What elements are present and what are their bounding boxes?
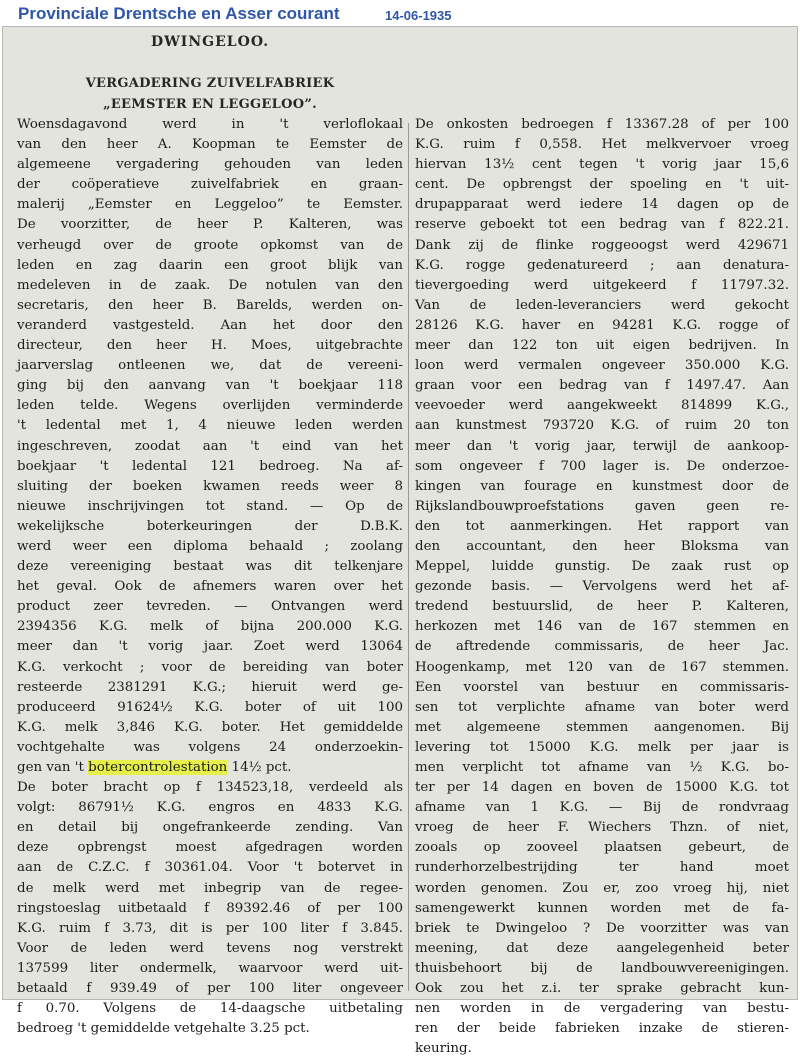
text-line: De boter bracht op f 134523,18, verdeeld als [17, 780, 403, 796]
text-line: f 0.70. Volgens de 14-daagsche uitbetaling [17, 1001, 403, 1017]
text-line: jaarverslag ontleenen we, dat de vereeni- [17, 358, 403, 374]
text-line: vroeg de heer F. Wiechers Thzn. of niet, [415, 820, 789, 836]
text-line: som ongeveer f 700 lager is. De onderzoe- [415, 458, 789, 474]
text-line: boekjaar 't ledental 121 bedroeg. Na af- [17, 458, 403, 474]
text-line: De onkosten bedroegen f 13367.28 of per 100 [415, 117, 789, 132]
text-line: Woensdagavond werd in 't verloflokaal [17, 117, 403, 132]
text-line: runderhorzelbestrijding ter hand moet [415, 860, 789, 876]
text-line: resteerde 2381291 K.G.; hieruit werd ge- [17, 679, 403, 695]
text-line: K.G. ruim f 0,558. Het melkvervoer vroeg [415, 137, 789, 153]
article-title-line: VERGADERING ZUIVELFABRIEK [85, 76, 335, 91]
text-line: hiervan 13½ cent tegen 't vorig jaar 15,6 [415, 157, 789, 173]
text-line: ingeschreven, zoodat aan 't eind van het [17, 438, 403, 454]
text-line [17, 758, 403, 778]
text-line: zooals op zooveel plaatsen gebeurt, de [415, 840, 789, 856]
text-line: wekelijksche boterkeuringen der D.B.K. [17, 518, 403, 534]
text-line: medeleven in de zaak. De notulen van den [17, 277, 403, 293]
left-column [17, 27, 403, 1037]
text-line: 2394356 K.G. melk of bijna 200.000 K.G. [17, 619, 403, 635]
text-line: Hoogenkamp, met 120 van de 167 stemmen. [415, 659, 789, 675]
text-line: veevoeder werd aangekweekt 814899 K.G., [415, 398, 789, 414]
text-line: De voorzitter, de heer P. Kalteren, was [17, 217, 403, 233]
text-line: directeur, den heer H. Moes, uitgebrachte [17, 338, 403, 354]
text-line: meer dan 't vorig jaar. Zoet werd 13064 [17, 639, 403, 655]
article-title [17, 73, 403, 115]
text-line: worden genomen. Zou er, zoo vroeg hij, niet [415, 880, 789, 896]
text-line: deze opbrengst moest afgedragen worden [17, 840, 403, 856]
highlighted-term: botercontrolestation [88, 760, 228, 775]
text-line: produceerd 91624½ K.G. boter of uit 100 [17, 699, 403, 715]
text-line: gezonde basis. — Vervolgens werd het af- [415, 579, 789, 595]
text-line: herkozen met 146 van de 167 stemmen en [415, 619, 789, 635]
newspaper-clipping [2, 26, 798, 1057]
text-fragment: gen van 't [17, 760, 89, 775]
text-line: secretaris, den heer B. Barelds, werden on- [17, 297, 403, 313]
text-line: volgt: 86791½ K.G. engros en 4833 K.G. [17, 800, 403, 816]
text-line: veranderd vastgesteld. Aan het door den [17, 317, 403, 333]
place-heading: DWINGELOO. [150, 34, 270, 50]
text-line: met algemeene stemmen aangenomen. Bij [415, 719, 789, 735]
text-line: afname van 1 K.G. — Bij de rondvraag [415, 800, 789, 816]
text-line: K.G. ruim f 3.73, dit is per 100 liter f 3.845. [17, 920, 403, 936]
article-body-left [17, 115, 403, 1039]
text-line: ringstoeslag uitbetaald f 89392.46 of per 100 [17, 900, 403, 916]
text-line: leden en zag daarin een groot blijk van [17, 257, 403, 273]
text-line: de melk werd met inbegrip van de regee- [17, 880, 403, 896]
text-line: 28126 K.G. haver en 94281 K.G. rogge of [415, 317, 789, 333]
text-line: levering tot 15000 K.G. melk per jaar is [415, 739, 789, 755]
text-line: briek te Dwingeloo ? De voorzitter was van [415, 920, 789, 936]
text-line: den accountant, den heer Bloksma van [415, 538, 789, 554]
text-line: van den heer A. Koopman te Eemster de [17, 137, 403, 153]
text-line: product zeer tevreden. — Ontvangen werd [17, 599, 403, 615]
text-line: loon werd vermalen ongeveer 350.000 K.G. [415, 358, 789, 374]
text-line: aan de C.Z.C. f 30361.04. Voor 't botervet in [17, 860, 403, 876]
text-line: sluiting der boeken kwamen reeds weer 8 [17, 478, 403, 494]
text-line: graan voor een bedrag van f 1497.47. Aan [415, 378, 789, 394]
text-line: nen worden in de vergadering van bestu- [415, 1001, 789, 1017]
text-line: leden telde. Wegens overlijden verminderde [17, 398, 403, 414]
text-line: 't ledental met 1, 4 nieuwe leden werden [17, 418, 403, 434]
text-line: verheugd over de groote opkomst van de [17, 237, 403, 253]
text-line: K.G. rogge gedenatureerd ; aan denatura- [415, 257, 789, 273]
text-line: der coöperatieve zuivelfabriek en graan- [17, 177, 403, 193]
text-line: aan kunstmest 793720 K.G. of ruim 20 ton [415, 418, 789, 434]
text-line: meening, dat deze aangelegenheid beter [415, 940, 789, 956]
text-line: ging bij den aanvang van 't boekjaar 118 [17, 378, 403, 394]
article-body-right [415, 115, 789, 1059]
text-line: het geval. Ook de afnemers waren over het [17, 579, 403, 595]
text-line: malerij „Eemster en Leggeloo” te Eemster. [17, 197, 403, 213]
text-line: en detail bij ongefrankeerde zending. Van [17, 820, 403, 836]
text-line: meer dan 122 ton uit eigen bedrijven. In [415, 338, 789, 354]
text-line: Voor de leden werd tevens nog verstrekt [17, 940, 403, 956]
text-line: drupapparaat werd iedere 14 dagen op de [415, 197, 789, 213]
text-line: sen tot verplichte afname van boter werd [415, 699, 789, 715]
text-line: Van de leden-leveranciers werd gekocht [415, 297, 789, 313]
text-fragment: 14½ pct. [227, 760, 292, 775]
text-line: nieuwe inschrijvingen tot stand. — Op de [17, 498, 403, 514]
text-line: cent. De opbrengst der spoeling en 't uit- [415, 177, 789, 193]
column-divider [408, 123, 409, 991]
text-line: algemeene vergadering gehouden van leden [17, 157, 403, 173]
text-line: thuisbehoort bij de landbouwvereenigingen. [415, 960, 789, 976]
text-line: bedroeg 't gemiddelde vetgehalte 3.25 pct. [17, 1021, 310, 1037]
text-line: de aftredende commissaris, de heer Jac. [415, 639, 789, 655]
text-line: K.G. verkocht ; voor de bereiding van boter [17, 659, 403, 675]
publication-date: 14-06-1935 [385, 8, 452, 23]
text-line: kingen van fourage en kunstmest door de [415, 478, 789, 494]
text-line: 137599 liter ondermelk, waarvoor werd uit- [17, 960, 403, 976]
text-line: meer dan 't vorig jaar, terwijl de aankoop- [415, 438, 789, 454]
text-line: men verplicht tot afname van ½ K.G. bo- [415, 760, 789, 775]
article-title-line: „EEMSTER EN LEGGELOO”. [103, 97, 317, 112]
text-line: Rijkslandbouwproefstations gaven geen re- [415, 498, 789, 514]
text-line: tievergoeding werd uitgekeerd f 11797.32. [415, 277, 789, 293]
text-line: den tot aanmerkingen. Het rapport van [415, 518, 789, 534]
text-line: samengewerkt kunnen worden met de fa- [415, 900, 789, 916]
text-line: deze vereeniging bestaat was dit telkenjare [17, 559, 403, 575]
text-line: Dank zij de flinke roggeoogst werd 429671 [415, 237, 789, 253]
text-line: Ook zou het z.i. ter sprake gebracht kun- [415, 981, 789, 997]
text-line: keuring. [415, 1041, 472, 1057]
newspaper-name: Provinciale Drentsche en Asser courant [18, 4, 340, 23]
text-line: ter per 14 dagen en boven de 15000 K.G. tot [415, 780, 789, 796]
text-line: Meppel, luidde gunstig. De zaak rust op [415, 559, 789, 575]
text-line: K.G. melk 3,846 K.G. boter. Het gemiddelde [17, 719, 403, 735]
text-line: betaald f 939.49 of per 100 liter ongeveer [17, 981, 403, 997]
text-line: werd weer een diploma behaald ; zoolang [17, 538, 403, 554]
text-line: reserve geboekt tot een bedrag van f 822.21. [415, 217, 789, 233]
text-line: Een voorstel van bestuur en commissaris- [415, 679, 789, 695]
text-line: ren der beide fabrieken inzake de stieren- [415, 1021, 789, 1037]
text-line: vochtgehalte was volgens 24 onderzoekin- [17, 739, 403, 755]
text-line: tredend bestuurslid, de heer P. Kalteren, [415, 599, 789, 615]
